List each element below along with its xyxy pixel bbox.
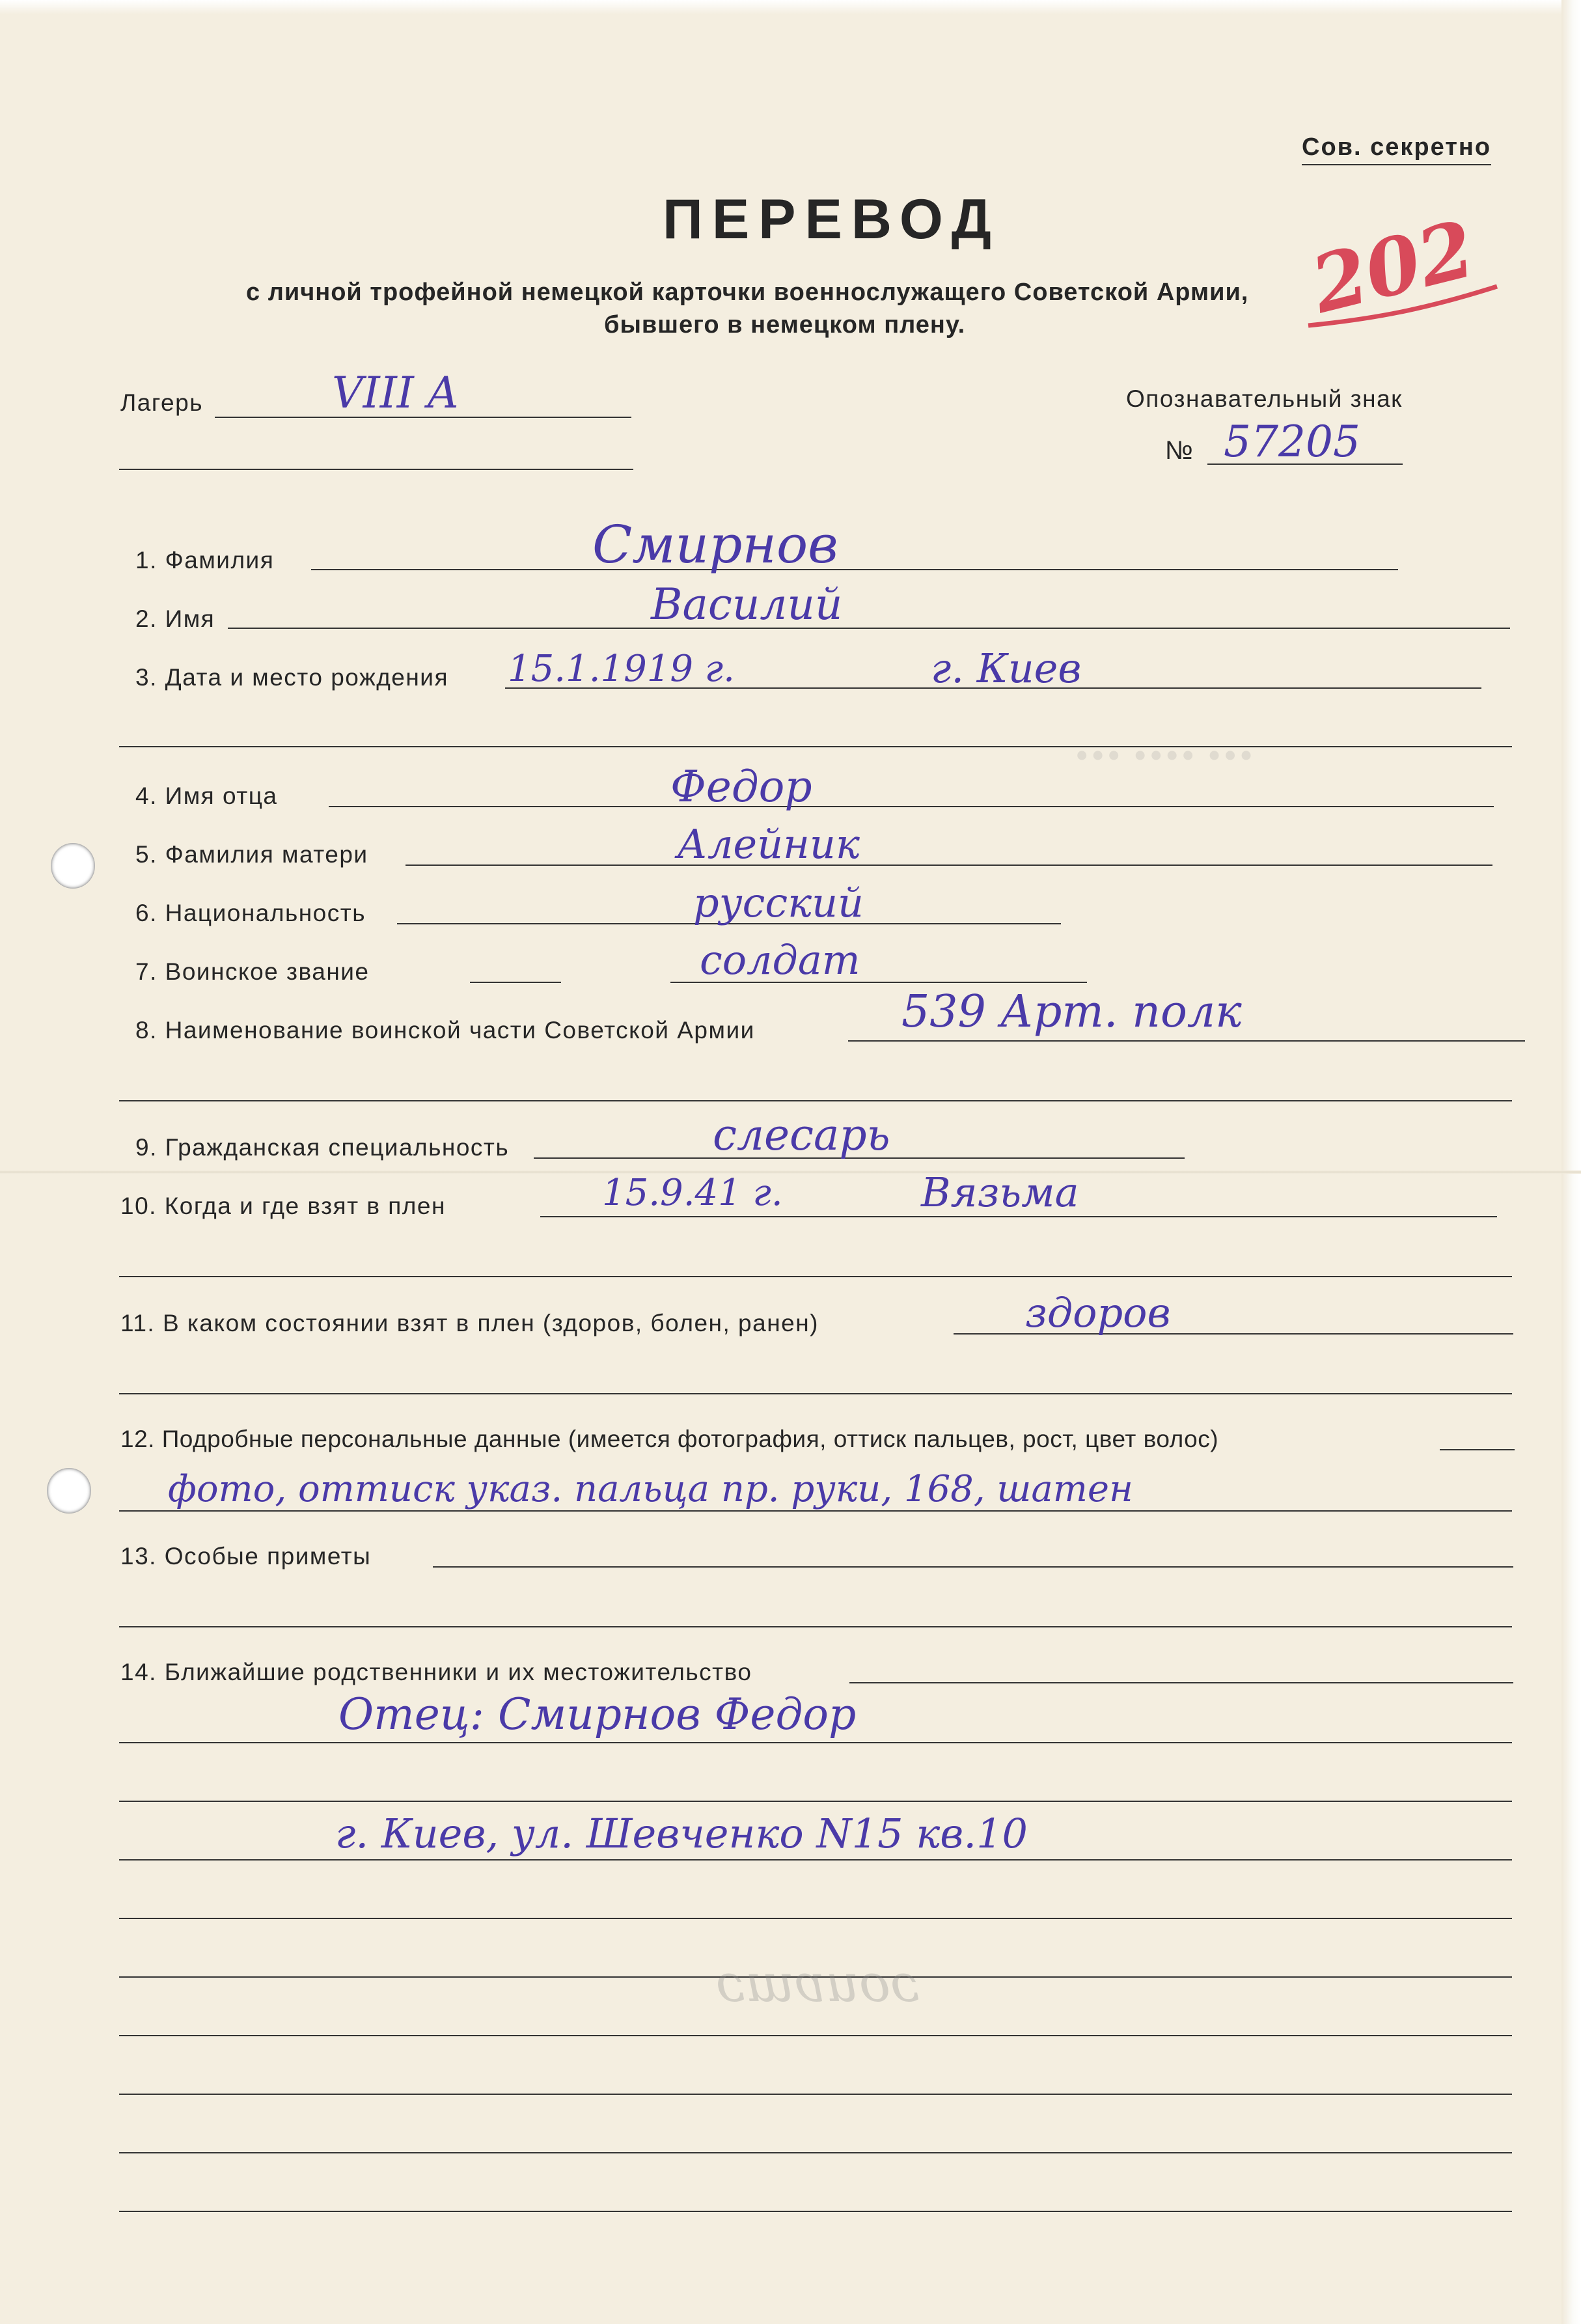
field-mother-line [406,865,1492,866]
field-surname-label: 1. Фамилия [135,547,275,574]
punch-hole-upper [51,843,95,889]
field-birth-date-value: 15.1.1919 г. [508,648,735,690]
field-capture-line [540,1216,1497,1217]
field-surname-value: Смирнов [592,514,838,575]
document-subtitle-line2: бывшего в немецком плену. [604,311,966,339]
field-unit-label: 8. Наименование воинской части Советской Армии [135,1017,755,1044]
classification-mark: Сов. секретно [1302,133,1491,165]
relatives-line-2 [119,1742,1512,1743]
field-mother-label: 5. Фамилия матери [135,841,368,868]
field-condition-line-2 [119,1393,1512,1394]
id-number-prefix: № [1165,436,1193,465]
field-personal-data-line [1440,1449,1515,1450]
field-profession-label: 9. Гражданская специальность [135,1134,510,1161]
field-father-line [329,806,1494,807]
paper-top-edge [0,0,1581,14]
field-personal-data-line-2 [119,1510,1512,1512]
field-rank-value: солдат [700,936,860,984]
field-features-line [433,1566,1513,1568]
field-nationality-label: 6. Национальность [135,900,366,926]
field-features-label: 13. Особые приметы [120,1543,372,1570]
field-nationality-value: русский [693,879,864,926]
document-title: ПЕРЕВОД [663,188,1000,251]
relatives-line-10 [119,2211,1512,2212]
field-personal-data-value: фото, оттиск указ. пальца пр. руки, 168, шатен [168,1468,1133,1510]
field-relatives-line [849,1682,1513,1683]
field-father-value: Федор [670,762,812,812]
field-birth-place-value: г. Киев [931,644,1082,692]
paper-right-edge [1561,0,1581,2324]
field-relatives-value-line2: г. Киев, ул. Шевченко N15 кв.10 [335,1810,1028,1857]
field-rank-label: 7. Воинское звание [135,958,370,985]
relatives-line-4 [119,1859,1512,1861]
field-name-value: Василий [651,579,843,629]
relatives-line-9 [119,2152,1512,2153]
field-capture-date-value: 15.9.41 г. [602,1172,783,1214]
field-capture-line-2 [119,1276,1512,1277]
field-father-label: 4. Имя отца [135,782,278,809]
field-unit-line-2 [119,1100,1512,1101]
field-birth-label: 3. Дата и место рождения [135,664,448,691]
camp-label: Лагерь [120,389,203,416]
field-condition-value: здоров [1025,1289,1171,1336]
punch-hole-lower [47,1468,91,1514]
red-stamp-number-text: 202 [1302,202,1483,331]
field-birth-line-2 [119,746,1512,747]
relatives-line-8 [119,2094,1512,2095]
camp-line-2 [119,469,633,470]
field-capture-place-value: Вязьма [921,1169,1079,1216]
relatives-line-3 [119,1801,1512,1802]
field-unit-line [848,1040,1525,1042]
field-mother-value: Алейник [677,820,860,868]
field-profession-value: слесарь [713,1110,890,1160]
document-subtitle-line1: с личной трофейной немецкой карточки военнослужащего Советской Армии, [246,279,1249,306]
field-unit-value: 539 Арт. полк [901,986,1242,1038]
field-surname-line [311,569,1398,570]
field-features-line-2 [119,1626,1512,1627]
id-value: 57205 [1224,417,1360,467]
field-capture-label: 10. Когда и где взят в плен [120,1193,446,1219]
id-label: Опознавательный знак [1126,385,1403,412]
relatives-line-7 [119,2035,1512,2036]
reverse-show-through-surname: ɔouɐɯɔ [716,1953,920,2013]
relatives-line-5 [119,1918,1512,1919]
field-name-line [228,628,1510,629]
reverse-show-through-notes: ∙∙∙ ∙∙∙∙ ∙∙∙ [1074,736,1254,773]
field-rank-line-a [470,982,561,983]
paper-fold [0,1170,1581,1174]
field-personal-data-label: 12. Подробные персональные данные (имеется фотография, оттиск пальцев, рост, цвет волос) [120,1426,1219,1452]
red-stamp-number [1302,195,1504,365]
field-relatives-value-line1: Отец: Смирнов Федор [338,1689,857,1739]
field-name-label: 2. Имя [135,605,215,632]
camp-value: VIII A [332,368,459,418]
field-condition-label: 11. В каком состоянии взят в плен (здоров, болен, ранен) [120,1310,819,1336]
field-relatives-label: 14. Ближайшие родственники и их местожительство [120,1659,752,1685]
